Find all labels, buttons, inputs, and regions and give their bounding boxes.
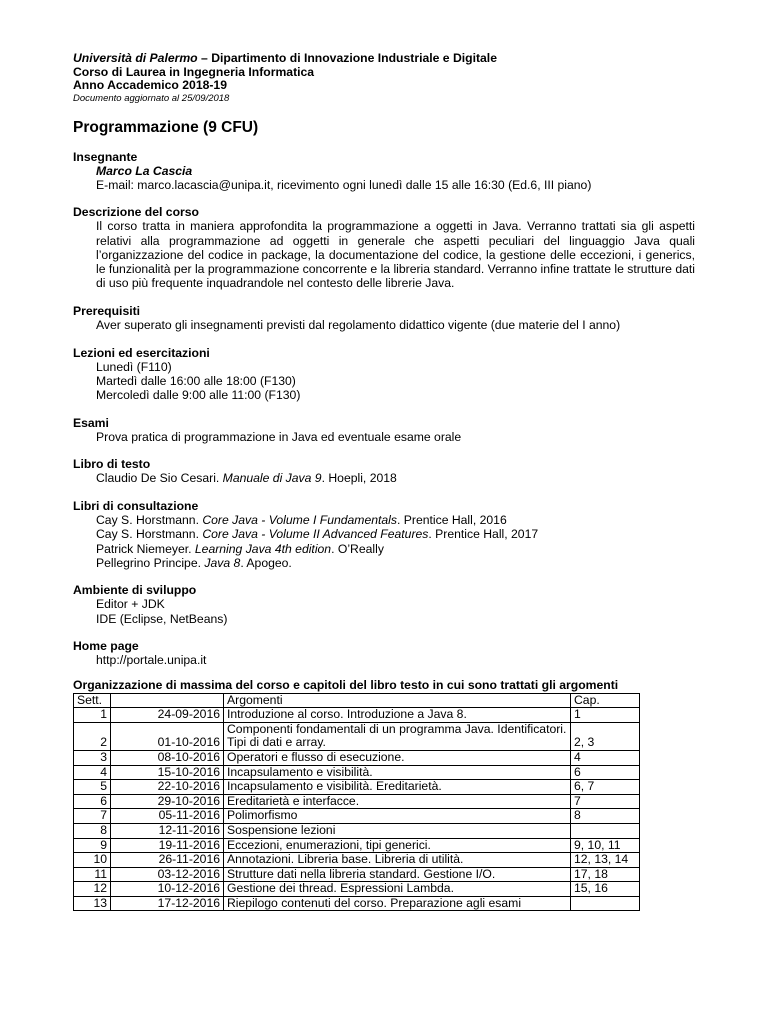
header-separator: – xyxy=(197,51,212,65)
book-author: Patrick Niemeyer. xyxy=(96,541,195,556)
page-title: Programmazione (9 CFU) xyxy=(73,118,259,136)
academic-year: Anno Accademico 2018-19 xyxy=(73,78,227,92)
section-schedule xyxy=(73,678,695,912)
week-cell: 5 xyxy=(74,780,111,795)
chapter-cell: 4 xyxy=(571,750,640,765)
table-header-row xyxy=(74,693,640,708)
table-row xyxy=(74,765,640,780)
table-row xyxy=(74,896,640,911)
table-row xyxy=(74,750,640,765)
date-cell: 19-11-2016 xyxy=(111,838,224,853)
book-title: Java 8 xyxy=(204,555,241,570)
header-cell: Argomenti xyxy=(224,693,571,708)
date-cell: 01-10-2016 xyxy=(111,722,224,750)
week-cell: 1 xyxy=(74,708,111,723)
teacher-name: Marco La Cascia xyxy=(96,163,193,178)
reference-book xyxy=(96,527,695,541)
section-prerequisiti xyxy=(73,304,695,332)
week-cell: 11 xyxy=(74,867,111,882)
section-title: Prerequisiti xyxy=(73,303,141,318)
book-publisher: . O’Really xyxy=(331,541,384,556)
chapter-cell: 12, 13, 14 xyxy=(571,853,640,868)
book-author: Cay S. Horstmann. xyxy=(96,527,203,542)
book-publisher: . Prentice Hall, 2016 xyxy=(396,513,507,528)
topic-cell: Componenti fondamentali di un programma Java. Identificatori. Tipi di dati e array. xyxy=(224,722,571,750)
date-cell: 17-12-2016 xyxy=(111,896,224,911)
reference-book xyxy=(96,513,695,527)
section-title: Descrizione del corso xyxy=(73,205,199,220)
section-title: Libro di testo xyxy=(73,457,151,472)
book-publisher: . Apogeo. xyxy=(240,555,292,570)
book-publisher: . Prentice Hall, 2017 xyxy=(428,527,539,542)
section-ambiente xyxy=(73,583,695,625)
section-title: Ambiente di sviluppo xyxy=(73,583,197,598)
lesson-line: Lunedì (F110) xyxy=(96,359,172,374)
table-row xyxy=(74,867,640,882)
date-cell: 26-11-2016 xyxy=(111,853,224,868)
section-insegnante xyxy=(73,150,695,192)
header-cell: Sett. xyxy=(74,693,111,708)
date-cell: 10-12-2016 xyxy=(111,882,224,897)
section-title: Lezioni ed esercitazioni xyxy=(73,345,210,360)
course-name: Corso di Laurea in Ingegneria Informatica xyxy=(73,64,315,79)
document-page xyxy=(73,52,695,911)
course-description: Il corso tratta in maniera approfondita la programmazione a oggetti in Java. Verranno trattati sia gli aspetti relativi alla programmazione ad oggetti in generale che aspetti peculiari del linguaggio Java quali l’organizzazione del codice in package, la documentazione del codice, la gestione delle eccezioni, i generics, le funzionalità per la programmazione concorrente e la libreria standard. Verranno infine trattate le strutture dati di uso più frequente inquadrandole nel contesto delle librerie Java. xyxy=(96,219,695,291)
week-cell: 6 xyxy=(74,794,111,809)
week-cell: 7 xyxy=(74,809,111,824)
department-name: Dipartimento di Innovazione Industriale e Digitale xyxy=(211,51,497,65)
chapter-cell xyxy=(571,896,640,911)
topic-cell: Sospensione lezioni xyxy=(224,823,571,838)
book-title: Core Java - Volume I Fundamentals xyxy=(202,513,397,528)
section-consultazione xyxy=(73,499,695,570)
chapter-cell: 7 xyxy=(571,794,640,809)
section-libro xyxy=(73,457,695,485)
week-cell: 2 xyxy=(74,722,111,750)
section-title: Libri di consultazione xyxy=(73,499,199,514)
header-university-line xyxy=(73,52,695,66)
book-publisher: . Hoepli, 2018 xyxy=(321,471,397,486)
week-cell: 12 xyxy=(74,882,111,897)
topic-cell: Incapsulamento e visibilità. Ereditarietà. xyxy=(224,780,571,795)
table-row xyxy=(74,823,640,838)
section-title: Insegnante xyxy=(73,149,138,164)
chapter-cell: 15, 16 xyxy=(571,882,640,897)
topic-cell: Gestione dei thread. Espressioni Lambda. xyxy=(224,882,571,897)
chapter-cell: 6 xyxy=(571,765,640,780)
section-lezioni xyxy=(73,346,695,403)
topic-cell: Introduzione al corso. Introduzione a Java 8. xyxy=(224,708,571,723)
topic-cell: Annotazioni. Libreria base. Libreria di utilità. xyxy=(224,853,571,868)
environment-line: IDE (Eclipse, NetBeans) xyxy=(96,611,228,626)
date-cell: 03-12-2016 xyxy=(111,867,224,882)
week-cell: 13 xyxy=(74,896,111,911)
book-author: Cay S. Horstmann. xyxy=(96,513,203,528)
chapter-cell: 17, 18 xyxy=(571,867,640,882)
table-row xyxy=(74,722,640,750)
week-cell: 4 xyxy=(74,765,111,780)
chapter-cell: 6, 7 xyxy=(571,780,640,795)
section-title: Esami xyxy=(73,415,109,430)
topic-cell: Polimorfismo xyxy=(224,809,571,824)
section-homepage xyxy=(73,639,695,667)
schedule-table xyxy=(73,693,640,912)
week-cell: 10 xyxy=(74,853,111,868)
reference-book xyxy=(96,542,695,556)
topic-cell: Strutture dati nella libreria standard. Gestione I/O. xyxy=(224,867,571,882)
book-title: Manuale di Java 9 xyxy=(222,471,322,486)
chapter-cell: 2, 3 xyxy=(571,722,640,750)
schedule-title: Organizzazione di massima del corso e capitoli del libro testo in cui sono trattati gli argomenti xyxy=(73,677,619,692)
section-descrizione xyxy=(73,205,695,290)
date-cell: 15-10-2016 xyxy=(111,765,224,780)
environment-line: Editor + JDK xyxy=(96,597,165,612)
homepage-link[interactable]: http://portale.unipa.it xyxy=(96,653,207,668)
week-cell: 3 xyxy=(74,750,111,765)
date-cell: 12-11-2016 xyxy=(111,823,224,838)
textbook-entry xyxy=(73,471,695,485)
table-row xyxy=(74,838,640,853)
table-row xyxy=(74,794,640,809)
teacher-contact: E-mail: marco.lacascia@unipa.it, ricevimento ogni lunedì dalle 15 alle 16:30 (Ed.6, III piano) xyxy=(96,177,592,192)
table-row xyxy=(74,780,640,795)
topic-cell: Incapsulamento e visibilità. xyxy=(224,765,571,780)
date-cell: 22-10-2016 xyxy=(111,780,224,795)
table-row xyxy=(74,708,640,723)
header-cell: Cap. xyxy=(571,693,640,708)
lesson-line: Mercoledì dalle 9:00 alle 11:00 (F130) xyxy=(96,388,301,403)
prerequisites-text: Aver superato gli insegnamenti previsti dal regolamento didattico vigente (due materie del I anno) xyxy=(96,317,621,332)
chapter-cell: 1 xyxy=(571,708,640,723)
date-cell: 08-10-2016 xyxy=(111,750,224,765)
chapter-cell: 8 xyxy=(571,809,640,824)
exam-text: Prova pratica di programmazione in Java ed eventuale esame orale xyxy=(96,429,462,444)
date-cell: 29-10-2016 xyxy=(111,794,224,809)
section-esami xyxy=(73,416,695,444)
book-author: Pellegrino Principe. xyxy=(96,555,205,570)
header-cell xyxy=(111,693,224,708)
lesson-line: Martedì dalle 16:00 alle 18:00 (F130) xyxy=(96,373,296,388)
update-date: Documento aggiornato al 25/09/2018 xyxy=(73,92,230,104)
topic-cell: Ereditarietà e interfacce. xyxy=(224,794,571,809)
table-row xyxy=(74,853,640,868)
table-row xyxy=(74,809,640,824)
chapter-cell xyxy=(571,823,640,838)
reference-book xyxy=(96,556,695,570)
book-title: Learning Java 4th edition xyxy=(194,541,332,556)
table-row xyxy=(74,882,640,897)
week-cell: 8 xyxy=(74,823,111,838)
topic-cell: Riepilogo contenuti del corso. Preparazione agli esami xyxy=(224,896,571,911)
document-header xyxy=(73,52,695,105)
chapter-cell: 9, 10, 11 xyxy=(571,838,640,853)
topic-cell: Operatori e flusso di esecuzione. xyxy=(224,750,571,765)
section-title: Home page xyxy=(73,639,139,654)
week-cell: 9 xyxy=(74,838,111,853)
date-cell: 05-11-2016 xyxy=(111,809,224,824)
date-cell: 24-09-2016 xyxy=(111,708,224,723)
book-title: Core Java - Volume II Advanced Features xyxy=(202,527,429,542)
university-name: Università di Palermo xyxy=(73,51,198,65)
book-author: Claudio De Sio Cesari. xyxy=(96,471,223,486)
topic-cell: Eccezioni, enumerazioni, tipi generici. xyxy=(224,838,571,853)
